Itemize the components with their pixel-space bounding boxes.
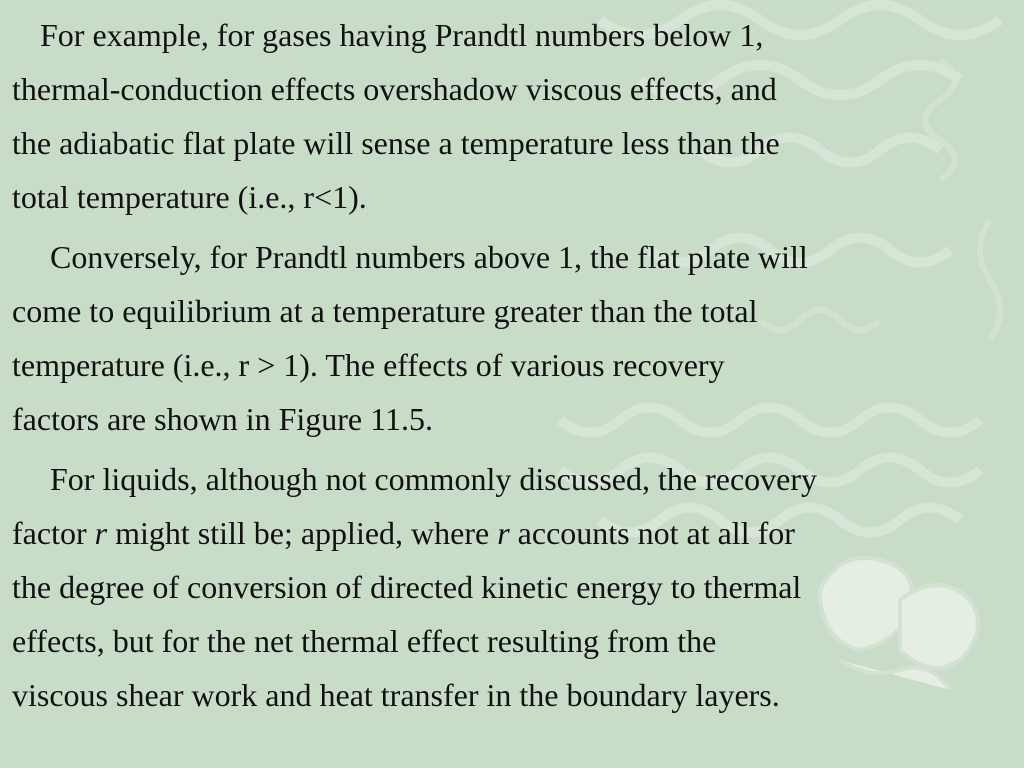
text-line: effects, but for the net thermal effect resulting from the bbox=[12, 623, 717, 659]
text-line: factors are shown in Figure 11.5. bbox=[12, 401, 433, 437]
recovery-factor-symbol: r bbox=[94, 515, 108, 551]
paragraph-3 bbox=[12, 452, 1012, 722]
text-line: total temperature (i.e., r<1). bbox=[12, 179, 367, 215]
text-line: For liquids, although not commonly discussed, the recovery bbox=[50, 461, 817, 497]
text-line: the degree of conversion of directed kinetic energy to thermal bbox=[12, 569, 802, 605]
text-line: viscous shear work and heat transfer in the boundary layers. bbox=[12, 677, 780, 713]
text-fragment: factor bbox=[12, 515, 95, 551]
text-line: thermal-conduction effects overshadow viscous effects, and bbox=[12, 71, 777, 107]
paragraph-1 bbox=[12, 8, 1012, 224]
recovery-factor-symbol: r bbox=[497, 515, 510, 551]
paragraph-2 bbox=[12, 230, 1012, 446]
text-line: temperature (i.e., r > 1). The effects of various recovery bbox=[12, 347, 725, 383]
text-line: the adiabatic flat plate will sense a temperature less than the bbox=[12, 125, 780, 161]
text-line: come to equilibrium at a temperature greater than the total bbox=[12, 293, 758, 329]
text-line: For example, for gases having Prandtl numbers below 1, bbox=[40, 17, 764, 53]
text-fragment: might still be; applied, where bbox=[107, 515, 498, 551]
text-fragment: accounts not at all for bbox=[509, 515, 795, 551]
text-line bbox=[12, 506, 1012, 560]
slide-body bbox=[12, 8, 1012, 728]
text-line: Conversely, for Prandtl numbers above 1, the flat plate will bbox=[50, 239, 808, 275]
